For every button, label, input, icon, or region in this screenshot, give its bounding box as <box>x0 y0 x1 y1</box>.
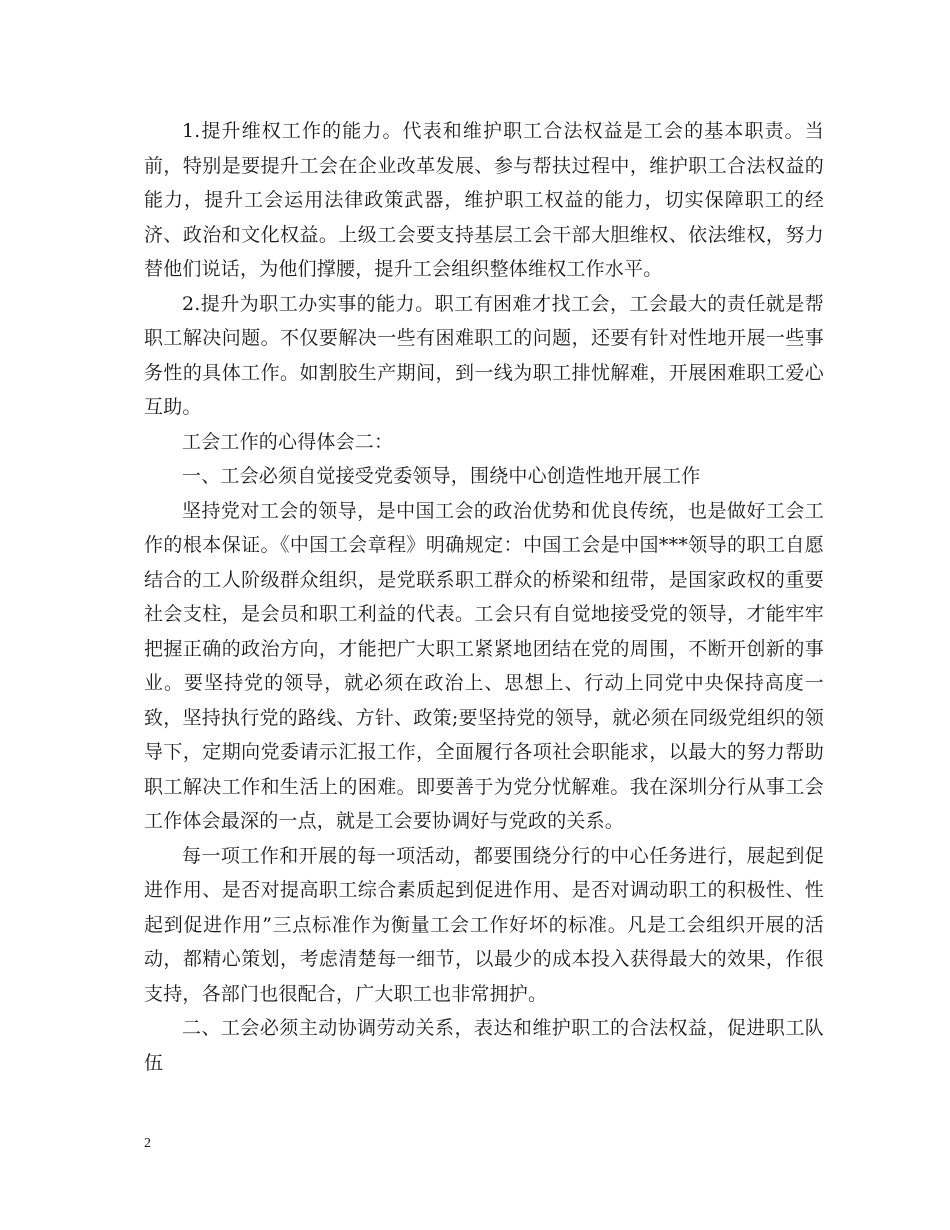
paragraph-3: 坚持党对工会的领导，是中国工会的政治优势和优良传统，也是做好工会工作的根本保证。《中国工会章程》明确规定：中国工会是中国***领导的职工自愿结合的工人阶级群众组织，是党联系职工群众的桥梁和纽带，是国家政权的重要社会支柱，是会员和职工利益的代表。工会只有自觉地接受党的领导，才能牢牢把握正确的政治方向，才能把广大职工紧紧地团结在党的周围，不断开创新的事业。要坚持党的领导，就必须在政治上、思想上、行动上同党中央保持高度一致，坚持执行党的路线、方针、政策;要坚持党的领导，就必须在同级党组织的领导下，定期向党委请示汇报工作，全面履行各项社会职能求，以最大的努力帮助职工解决工作和生活上的困难。即要善于为党分忧解难。我在深圳分行从事工会工作体会最深的一点，就是工会要协调好与党政的关系。 <box>144 499 824 832</box>
document-body <box>144 114 824 1080</box>
section-heading-2: 工会工作的心得体会二： <box>182 430 394 453</box>
subheading-2: 二、工会必须主动协调劳动关系，表达和维护职工的合法权益，促进职工队伍 <box>144 1017 824 1074</box>
paragraph-2: 2.提升为职工办实事的能力。职工有困难才找工会，工会最大的责任就是帮职工解决问题。不仅要解决一些有困难职工的问题，还要有针对性地开展一些事务性的具体工作。如割胶生产期间，到一线为职工排忧解难，开展困难职工爱心互助。 <box>144 292 824 418</box>
page-number: 2 <box>144 1136 151 1151</box>
paragraph-4: 每一项工作和开展的每一项活动，都要围绕分行的中心任务进行，展起到促进作用、是否对提高职工综合素质起到促进作用、是否对调动职工的积极性、性起到促进作用”三点标准作为衡量工会工作好坏的标准。凡是工会组织开展的活动，都精心策划，考虑清楚每一细节，以最少的成本投入获得最大的效果，作很支持，各部门也很配合，广大职工也非常拥护。 <box>144 844 824 1005</box>
subheading-1: 一、工会必须自觉接受党委领导，围绕中心创造性地开展工作 <box>182 465 701 487</box>
paragraph-1: 1.提升维权工作的能力。代表和维护职工合法权益是工会的基本职责。当前，特别是要提升工会在企业改革发展、参与帮扶过程中，维护职工合法权益的能力，提升工会运用法律政策武器，维护职工权益的能力，切实保障职工的经济、政治和文化权益。上级工会要支持基层工会干部大胆维权、依法维权，努力替他们说话，为他们撑腰，提升工会组织整体维权工作水平。 <box>144 120 824 280</box>
